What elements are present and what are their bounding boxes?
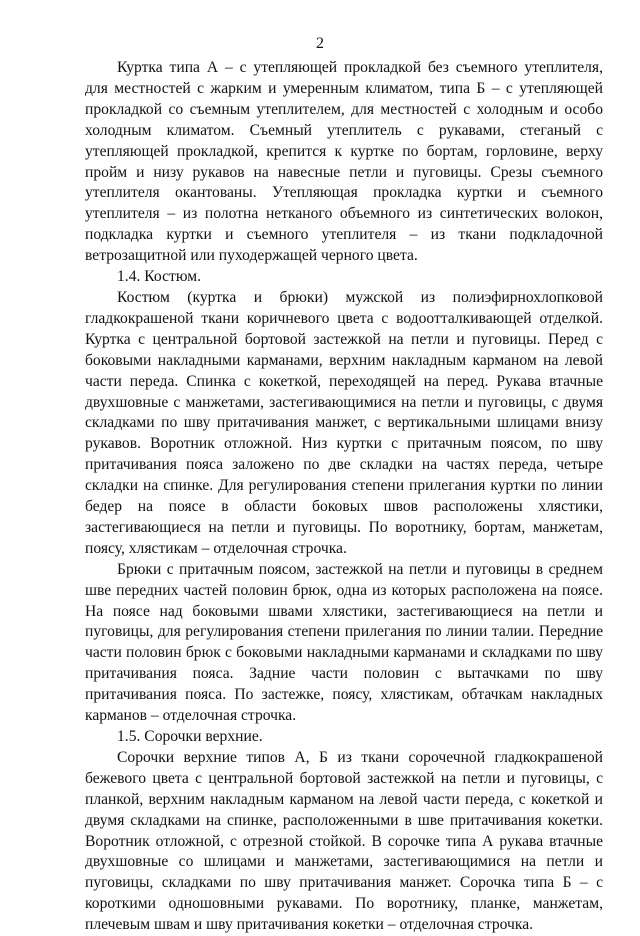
paragraph-suit-jacket: Костюм (куртка и брюки) мужской из полиэфирнохлопковой гладкокрашеной ткани коричневого цвета с водоотталкивающей отделкой. Куртка с центральной бортовой застежкой на петли и пуговицы. Перед с боковыми накладными карманами, верхним накладным карманом на левой части переда. Спинка с кокеткой, переходящей на перед. Рукава втачные двухшовные с манжетами, застегивающимися на петли и пуговицы, с двумя складками по шву притачивания манжет, с вертикальными шлицами внизу рукавов. Воротник отложной. Низ куртки с притачным поясом, по шву притачивания пояса заложено по две складки на частях переда, четыре складки на спинке. Для регулирования степени прилегания куртки по линии бедер на поясе в области боковых швов расположены хлястики, застегивающиеся на петли и пуговицы. По воротнику, бортам, манжетам, поясу, хлястикам – отделочная строчка.	[85, 288, 603, 557]
paragraph-shirts: Сорочки верхние типов А, Б из ткани сорочечной гладкокрашеной бежевого цвета с центральной бортовой застежкой на петли и пуговицы, с планкой, верхним накладным карманом на левой части переда, с кокеткой и двумя складками на спинке, расположенными в шве притачивания кокетки. Воротник отложной, с отрезной стойкой. В сорочке типа А рукава втачные двухшовные со шлицами и манжетами, застегивающимися на петли и пуговицы, складками по шву притачивания манжет. Сорочка типа Б – с короткими одношовными рукавами. По воротнику, планке, манжетам, плечевым швам и шву притачивания кокетки – отделочная строчка.	[85, 748, 603, 934]
page-number: 2	[316, 35, 324, 52]
paragraph-jacket-types: Куртка типа А – с утепляющей прокладкой без съемного утеплителя, для местностей с жарким и умеренным климатом, типа Б – с утепляющей прокладкой со съемным утеплителем, для местностей с холодным и особо холодным климатом. Съемный утеплитель с рукавами, стеганый с утепляющей прокладкой, крепится к куртке по бортам, горловине, верху пройм и низу рукавов на навесные петли и пуговицы. Срезы съемного утеплителя окантованы. Утепляющая прокладка куртки и съемного утеплителя – из полотна нетканого объемного из синтетических волокон, подкладка куртки и съемного утеплителя – из ткани подкладочной ветрозащитной или пуходержащей черного цвета.	[85, 59, 603, 265]
section-heading-1-4: 1.4. Костюм.	[117, 268, 202, 286]
paragraph-suit-trousers: Брюки с притачным поясом, застежкой на петли и пуговицы в среднем шве передних частей половин брюк, одна из которых расположена на поясе. На поясе над боковыми швами хлястики, застегивающиеся на петли и пуговицы, для регулирования степени прилегания по линии талии. Передние части половин брюк с боковыми накладными карманами и складками по шву притачивания пояса. Задние части половин с вытачками по шву притачивания пояса. По застежке, поясу, хлястикам, обтачкам накладных карманов – отделочная строчка.	[85, 560, 603, 725]
section-heading-1-5: 1.5. Сорочки верхние.	[117, 728, 263, 745]
document-body	[85, 58, 603, 936]
